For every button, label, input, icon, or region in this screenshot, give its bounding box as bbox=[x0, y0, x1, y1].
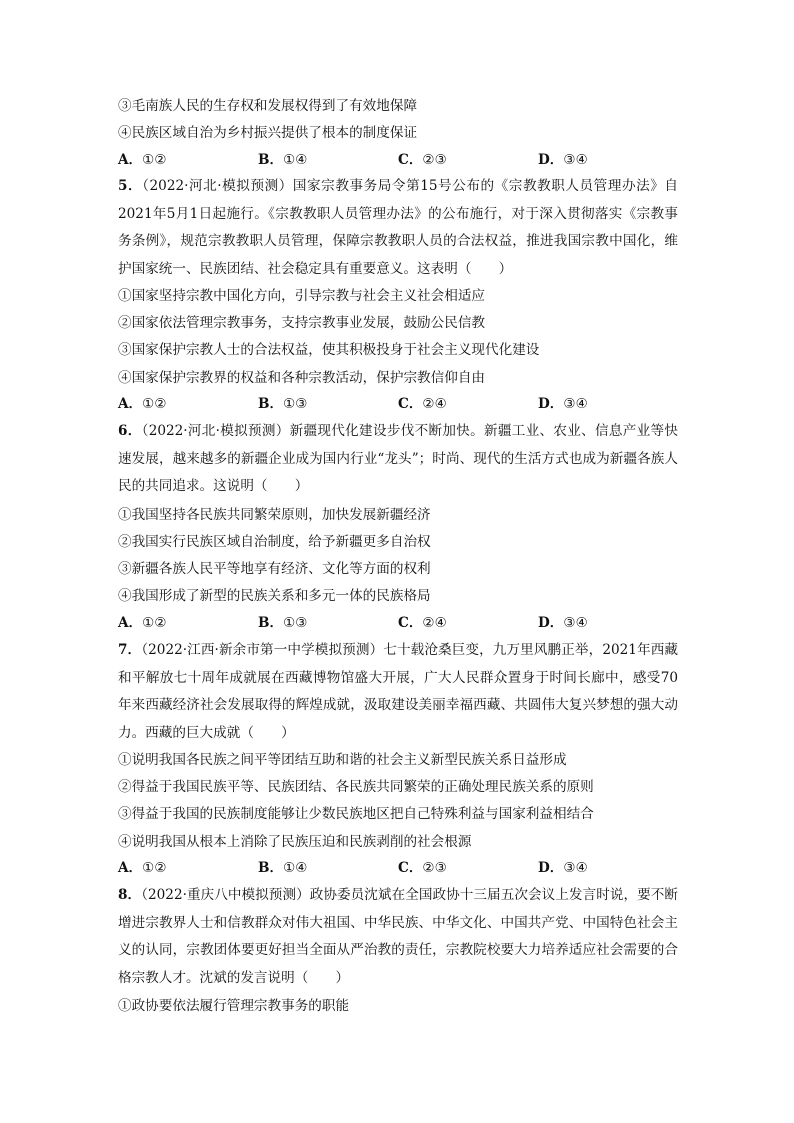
q4-option-c[interactable]: C．②③ bbox=[398, 152, 447, 168]
q5-option-d[interactable]: D．③④ bbox=[538, 396, 588, 412]
q4-option-a[interactable]: A．①② bbox=[118, 152, 167, 168]
q7-option-c[interactable]: C．②③ bbox=[398, 860, 447, 876]
q5-options bbox=[118, 394, 678, 414]
q5-item-3: ③国家保护宗教人士的合法权益，使其积极投身于社会主义现代化建设 bbox=[118, 342, 540, 358]
q5-item-2: ②国家依法管理宗教事务，支持宗教事业发展，鼓励公民信教 bbox=[118, 315, 486, 331]
q7-option-b[interactable]: B．①④ bbox=[258, 860, 308, 876]
q5-stem: 5．（2022·河北·模拟预测）国家宗教事务局令第15号公布的《宗教教职人员管理办法》自2021年5月1日起施行。《宗教教职人员管理办法》的公布施行，对于深入贯彻落实《宗教事务条例》，规范宗教教职人员管理，保障宗教教职人员的合法权益，推进我国宗教中国化，维护国家统一、民族团结、社会稳定具有重要意义。这表明（ ） bbox=[118, 178, 679, 277]
q7-item-1: ①说明我国各民族之间平等团结互助和谐的社会主义新型民族关系日益形成 bbox=[118, 752, 567, 768]
q6-item-1: ①我国坚持各民族共同繁荣原则，加快发展新疆经济 bbox=[118, 507, 431, 523]
q7-stem: 7．（2022·江西·新余市第一中学模拟预测）七十载沧桑巨变，九万里风鹏正举，2021年西藏和平解放七十周年成就展在西藏博物馆盛大开展，广大人民群众置身于时间长廊中，感受70年来西藏经济社会发展取得的辉煌成就，汲取建设美丽幸福西藏、共圆伟大复兴梦想的强大动力。西藏的巨大成就（ ） bbox=[118, 642, 678, 741]
q4-option-b[interactable]: B．①④ bbox=[258, 152, 308, 168]
q6-item-2: ②我国实行民族区域自治制度，给予新疆更多自治权 bbox=[118, 534, 431, 550]
q6-options bbox=[118, 613, 678, 633]
q7-item-4: ④说明我国从根本上消除了民族压迫和民族剥削的社会根源 bbox=[118, 834, 472, 850]
q6-option-d[interactable]: D．③④ bbox=[538, 615, 588, 631]
q6-option-c[interactable]: C．②④ bbox=[398, 615, 447, 631]
q5-item-1: ①国家坚持宗教中国化方向，引导宗教与社会主义社会相适应 bbox=[118, 288, 486, 304]
q5-option-b[interactable]: B．①③ bbox=[258, 396, 308, 412]
q6-stem: 6．（2022·河北·模拟预测）新疆现代化建设步伐不断加快。新疆工业、农业、信息产业等快速发展，越来越多的新疆企业成为国内行业“龙头”；时尚、现代的生活方式也成为新疆各族人民的共同追求。这说明（ ） bbox=[118, 423, 678, 494]
q6-item-3: ③新疆各族人民平等地享有经济、文化等方面的权利 bbox=[118, 561, 431, 577]
q8-stem: 8．（2022·重庆八中模拟预测）政协委员沈斌在全国政协十三届五次会议上发言时说，要不断增进宗教界人士和信教群众对伟大祖国、中华民族、中华文化、中国共产党、中国特色社会主义的认同，宗教团体要更好担当全面从严治教的责任，宗教院校要大力培养适应社会需要的合格宗教人才。沈斌的发言说明（ ） bbox=[118, 887, 678, 986]
q5-option-c[interactable]: C．②④ bbox=[398, 396, 447, 412]
q5-item-4: ④国家保护宗教界的权益和各种宗教活动，保护宗教信仰自由 bbox=[118, 370, 486, 386]
q7-option-a[interactable]: A．①② bbox=[118, 860, 167, 876]
q6-option-a[interactable]: A．①② bbox=[118, 615, 167, 631]
q7-item-3: ③得益于我国的民族制度能够让少数民族地区把自己特殊利益与国家利益相结合 bbox=[118, 806, 594, 822]
q4-option-d[interactable]: D．③④ bbox=[538, 152, 588, 168]
q8-item-1: ①政协要依法履行管理宗教事务的职能 bbox=[118, 998, 350, 1014]
q6-option-b[interactable]: B．①③ bbox=[258, 615, 308, 631]
q4-options bbox=[118, 150, 678, 170]
q7-option-d[interactable]: D．③④ bbox=[538, 860, 588, 876]
q4-item-3: ③毛南族人民的生存权和发展权得到了有效地保障 bbox=[118, 98, 418, 114]
q4-item-4: ④民族区域自治为乡村振兴提供了根本的制度保证 bbox=[118, 125, 418, 141]
q5-option-a[interactable]: A．①② bbox=[118, 396, 167, 412]
q7-options bbox=[118, 858, 678, 878]
q7-item-2: ②得益于我国民族平等、民族团结、各民族共同繁荣的正确处理民族关系的原则 bbox=[118, 779, 594, 795]
q6-item-4: ④我国形成了新型的民族关系和多元一体的民族格局 bbox=[118, 588, 431, 604]
